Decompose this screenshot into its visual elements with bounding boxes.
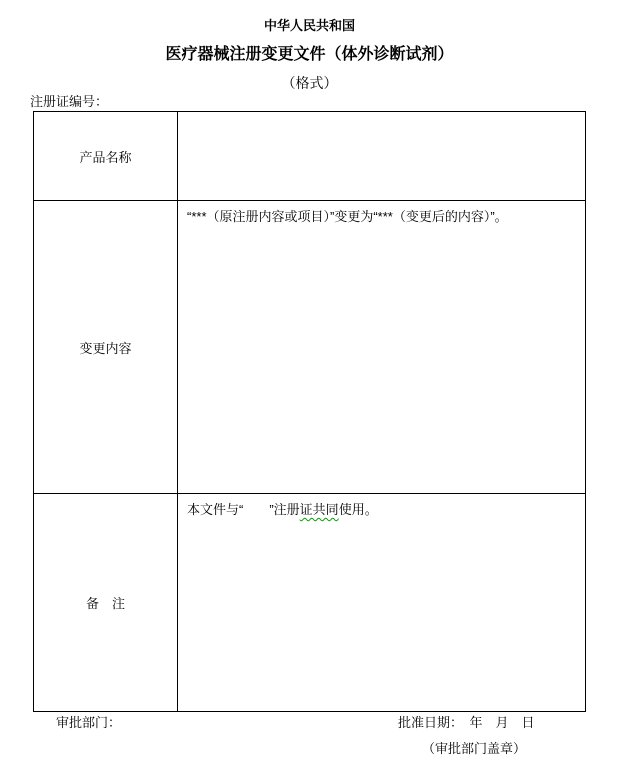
product-name-value-cell bbox=[178, 112, 585, 200]
change-content-value-cell bbox=[178, 201, 585, 493]
remarks-value-cell bbox=[178, 494, 585, 711]
remarks-text-prefix: 本文件与“ ”注册 bbox=[187, 502, 300, 517]
doc-title-country: 中华人民共和国 bbox=[263, 18, 355, 33]
table-row-product-name bbox=[34, 112, 585, 200]
change-content-label: 变更内容 bbox=[34, 201, 178, 493]
table-row-remarks bbox=[34, 493, 585, 711]
product-name-label: 产品名称 bbox=[34, 112, 178, 200]
remarks-text-suffix: 使用。 bbox=[338, 502, 378, 517]
approval-department-seal-note: （审批部门盖章） bbox=[422, 741, 527, 756]
registration-number-label: 注册证编号： bbox=[30, 94, 109, 109]
approval-date-label: 批准日期： 年 月 日 bbox=[398, 715, 535, 730]
approval-department-label: 审批部门： bbox=[56, 715, 122, 730]
table-row-change-content bbox=[34, 200, 585, 493]
registration-change-form-table bbox=[33, 111, 586, 712]
change-content-text: “***（原注册内容或项目）”变更为“***（变更后的内容）”。 bbox=[187, 209, 508, 224]
remarks-text-spellcheck-marked: 证共同 bbox=[299, 502, 339, 517]
remarks-label: 备 注 bbox=[34, 494, 178, 711]
doc-title-main: 医疗器械注册变更文件（体外诊断试剂） bbox=[165, 46, 454, 63]
doc-title-format: （格式） bbox=[281, 75, 338, 91]
